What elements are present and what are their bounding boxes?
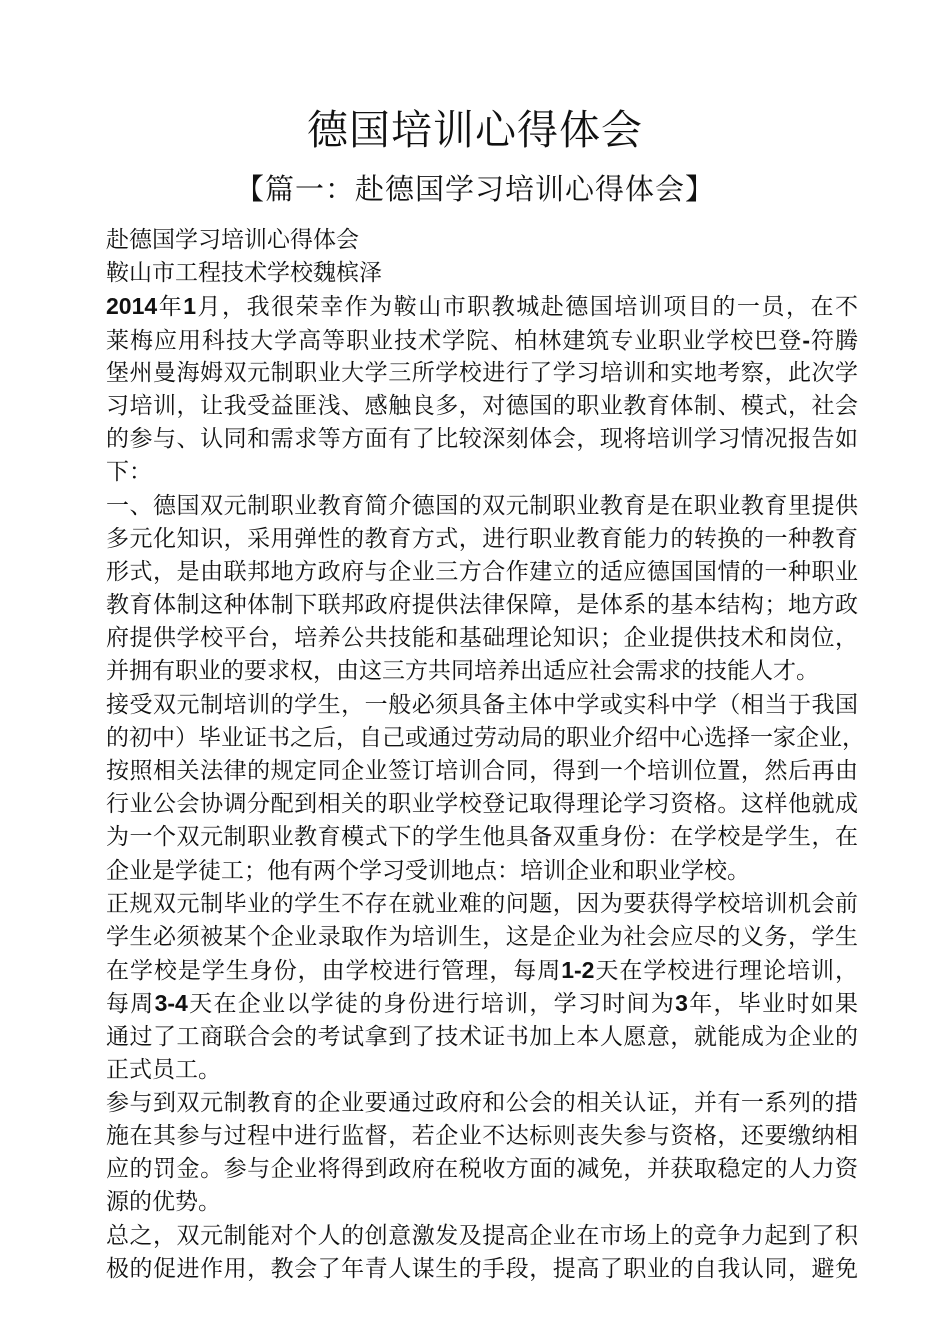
text-line [106,689,858,722]
text-segment: 莱梅应用科技大学高等职业技术学院、柏林建筑专业职业学校巴登 [106,327,803,354]
text-line [106,821,858,854]
text-segment: 鞍山市工程技术学校魏槟泽 [106,260,382,287]
text-segment: 极的促进作用，教会了年青人谋生的手段，提高了职业的自我认同，避免 [106,1255,858,1282]
text-line [106,921,858,954]
text-segment: 天在学校进行理论培训， [594,958,859,985]
text-segment: 月，我很荣幸作为鞍山市职教城赴德国培训项目的一员，在不 [196,294,859,321]
text-line [106,622,858,655]
text-segment: 3-4 [154,990,188,1017]
text-segment: 每周 [106,991,155,1018]
text-segment: 的参与、认同和需求等方面有了比较深刻体会，现将培训学习情况报告如 [106,426,858,453]
text-line [106,456,858,489]
text-segment: 1-2 [561,957,595,984]
text-segment: 天在企业以学徒的身份进行培训，学习时间为 [187,991,676,1018]
text-segment: 2014 [106,293,158,320]
text-segment: 习培训，让我受益匪浅、感触良多，对德国的职业教育体制、模式，社会 [106,392,858,419]
text-line [106,755,858,788]
text-line [106,1120,858,1153]
text-line [106,1021,858,1054]
text-segment: 总之，双元制能对个人的创意激发及提高企业在市场上的竞争力起到了积 [106,1222,858,1249]
text-line [106,357,858,390]
text-segment: 符腾 [809,327,859,354]
text-line [106,1253,858,1286]
text-segment: 参与到双元制教育的企业要通过政府和公会的相关认证，并有一系列的措 [106,1089,858,1116]
text-segment: 一、德国双元制职业教育简介德国的双元制职业教育是在职业教育里提供 [106,492,858,519]
text-segment: 学生必须被某个企业录取作为培训生，这是企业为社会应尽的义务，学生 [106,923,858,950]
text-segment: 正规双元制毕业的学生不存在就业难的问题，因为要获得学校培训机会前 [106,890,858,917]
text-line [106,257,858,290]
text-segment: 按照相关法律的规定同企业签订培训合同，得到一个培训位置，然后再由 [106,758,858,784]
text-line [106,1087,858,1120]
text-line [106,490,858,523]
text-line [106,722,865,755]
text-line [106,224,858,257]
text-line [106,855,858,888]
text-segment: 应的罚金。参与企业将得到政府在税收方面的减免，并获取稳定的人力资 [106,1156,858,1183]
text-line [106,888,858,921]
text-segment: 形式，是由联邦地方政府与企业三方合作建立的适应德国国情的一种职业 [106,558,858,585]
text-segment: 正式员工。 [106,1056,221,1083]
text-segment: 在学校是学生身份，由学校进行管理，每周 [106,958,562,985]
text-line [106,788,858,821]
text-segment: 多元化知识，采用弹性的教育方式，进行职业教育能力的转换的一种教育 [106,525,858,552]
text-segment: 接受双元制培训的学生，一般必须具备主体中学或实科中学（相当于我国 [106,691,858,718]
text-line [106,390,858,423]
text-line [106,523,858,556]
text-segment: 年 [157,294,184,321]
text-line [106,1186,858,1219]
text-segment: 企业是学徒工；他有两个学习受训地点：培训企业和职业学校。 [106,857,750,884]
text-line [106,290,858,323]
text-segment: 为一个双元制职业教育模式下的学生他具备双重身份：在学校是学生，在 [106,824,858,851]
text-line [106,987,858,1020]
text-segment: 通过了工商联合会的考试拿到了技术证书加上本人愿意，就能成为企业的 [106,1023,858,1050]
text-segment: 教育体制这种体制下联邦政府提供法律保障，是体系的基本结构；地方政 [106,592,858,619]
text-line [106,1220,858,1253]
text-line [106,324,858,357]
text-segment: 年，毕业时如果 [687,991,859,1018]
text-line [106,556,858,589]
text-segment: 并拥有职业的要求权，由这三方共同培养出适应社会需求的技能人才。 [106,658,819,685]
text-line [106,1153,858,1186]
text-line [106,1054,858,1087]
document-subtitle: 【篇一：赴德国学习培训心得体会】 [234,172,715,206]
text-segment: 堡州曼海姆双元制职业大学三所学校进行了学习培训和实地考察，此次学 [106,359,858,386]
text-line [106,423,858,456]
text-segment: 3 [675,990,688,1017]
text-segment: 1 [183,293,197,320]
text-segment: 行业公会协调分配到相关的职业学校登记取得理论学习资格。这样他就成 [106,791,858,818]
text-line [106,589,858,622]
text-segment: 下： [106,459,152,486]
text-segment: 的初中）毕业证书之后，自己或通过劳动局的职业介绍中心选择一家企业， [106,724,865,751]
document-title: 德国培训心得体会 [307,106,643,154]
text-segment: 府提供学校平台，培养公共技能和基础理论知识；企业提供技术和岗位， [106,625,858,652]
text-segment: - [802,326,810,353]
text-line [106,954,858,987]
text-segment: 施在其参与过程中进行监督，若企业不达标则丧失参与资格，还要缴纳相 [106,1123,858,1150]
text-segment: 源的优势。 [106,1189,221,1216]
document-body [106,224,865,1286]
text-segment: 赴德国学习培训心得体会 [106,227,359,253]
text-line [106,655,858,688]
